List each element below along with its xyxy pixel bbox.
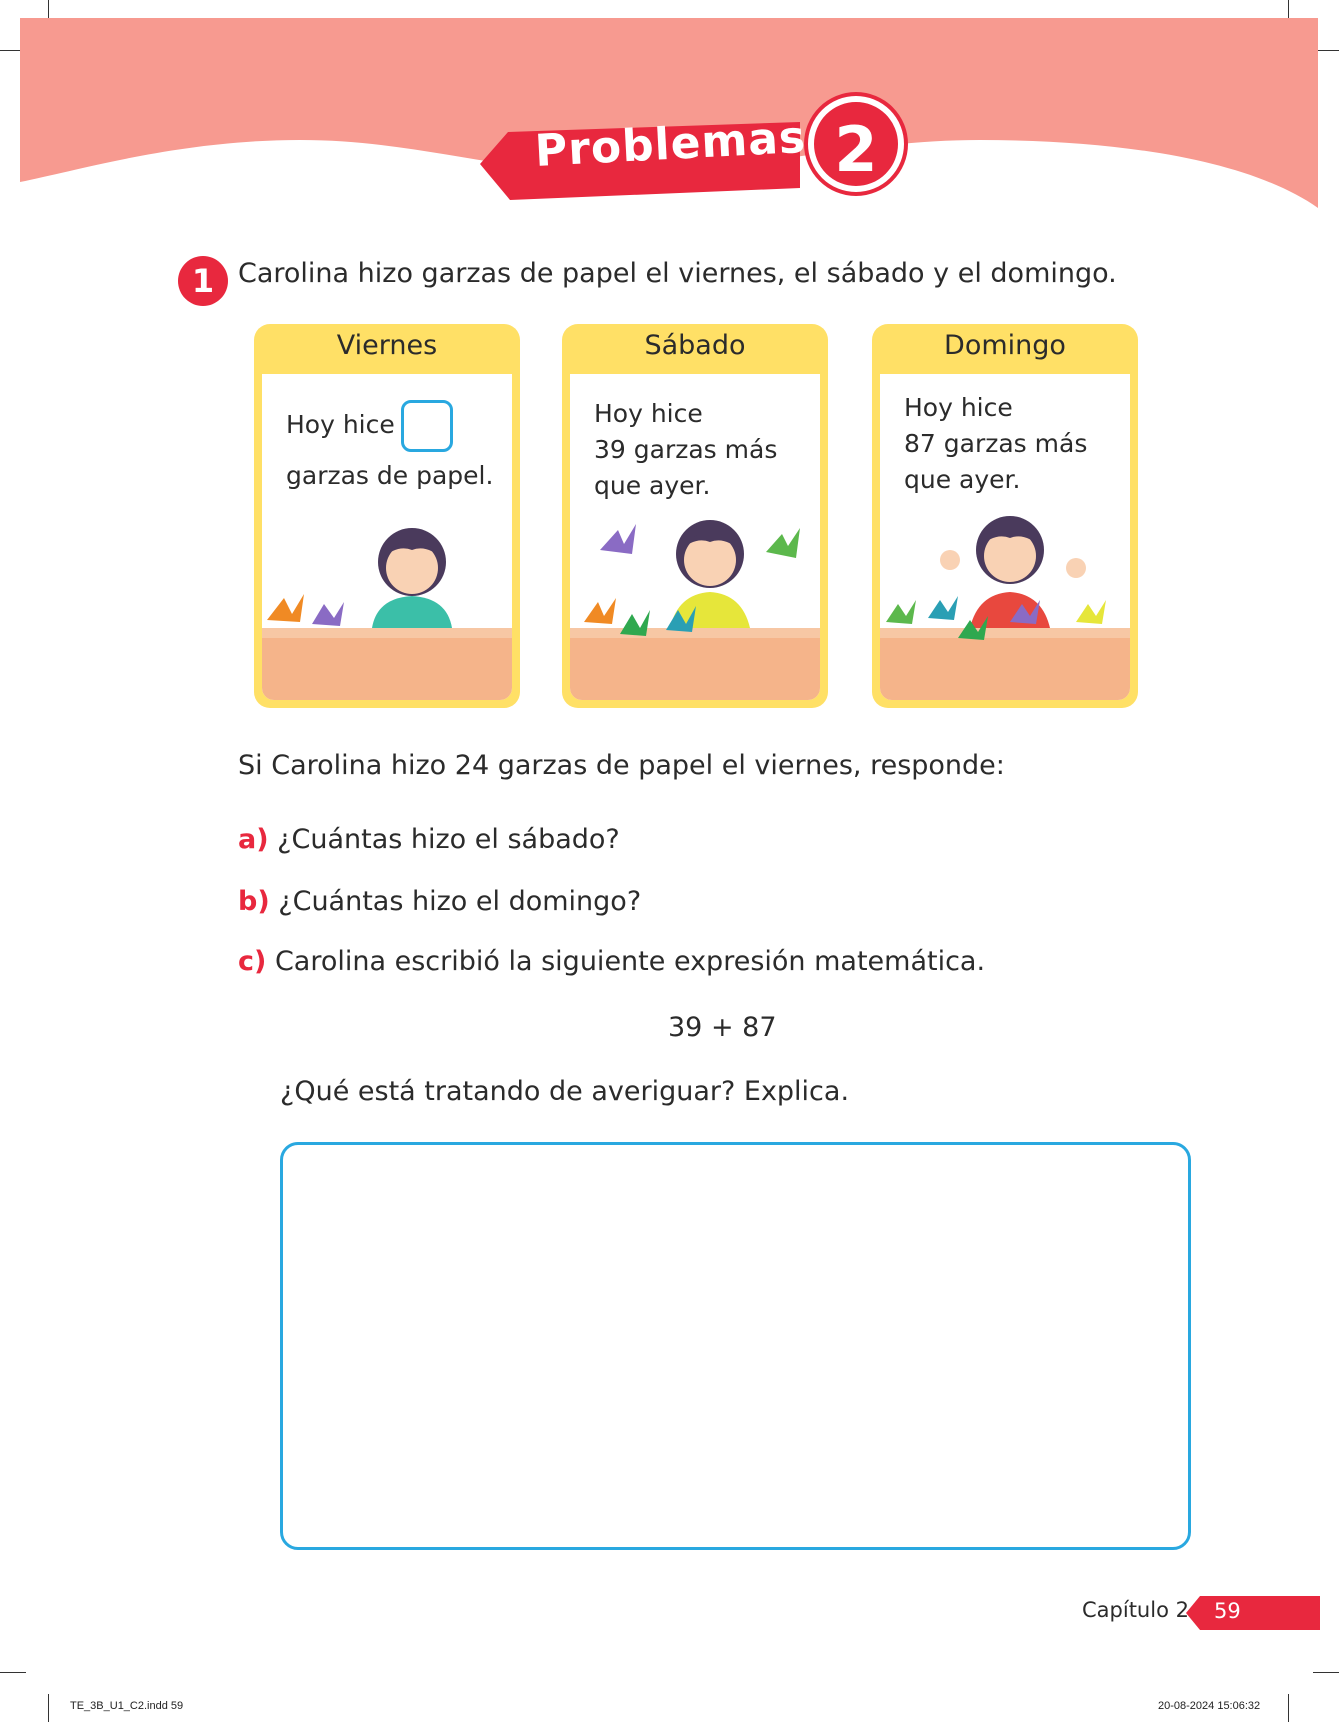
card-line: 87 garzas más bbox=[904, 429, 1088, 458]
card-title: Viernes bbox=[336, 330, 438, 361]
crop-mark bbox=[1313, 1672, 1339, 1673]
girl-illustration bbox=[880, 510, 1130, 700]
card-body bbox=[262, 374, 512, 700]
condition-text: Si Carolina hizo 24 garzas de papel el viernes, responde: bbox=[238, 750, 1005, 781]
card-line: que ayer. bbox=[594, 471, 711, 500]
card-body bbox=[570, 374, 820, 700]
card-line: Hoy hice bbox=[594, 399, 703, 428]
crop-mark bbox=[1288, 1694, 1289, 1722]
item-a bbox=[238, 824, 620, 855]
answer-box[interactable] bbox=[280, 1142, 1191, 1550]
item-c bbox=[238, 946, 985, 977]
followup-question: ¿Qué está tratando de averiguar? Explica. bbox=[280, 1076, 850, 1107]
item-text: Carolina escribió la siguiente expresión matemática. bbox=[274, 946, 986, 977]
card-sabado bbox=[562, 324, 828, 708]
card-line: Hoy hice bbox=[904, 393, 1013, 422]
card-line: Hoy hice bbox=[286, 410, 395, 439]
crop-mark bbox=[0, 1672, 26, 1673]
card-title: Domingo bbox=[944, 330, 1066, 361]
card-line: garzas de papel. bbox=[286, 461, 494, 490]
item-text: ¿Cuántas hizo el domingo? bbox=[278, 886, 642, 917]
math-expression: 39 + 87 bbox=[668, 1012, 777, 1043]
chapter-label: Capítulo 2 bbox=[1082, 1598, 1189, 1622]
slug-file: TE_3B_U1_C2.indd 59 bbox=[70, 1700, 184, 1712]
card-domingo bbox=[872, 324, 1138, 708]
item-label: b) bbox=[238, 886, 270, 917]
girl-illustration bbox=[262, 510, 512, 700]
girl-illustration bbox=[570, 510, 820, 700]
crop-mark bbox=[48, 1694, 49, 1722]
slug-timestamp: 20-08-2024 15:06:32 bbox=[1158, 1700, 1261, 1712]
question-number: 1 bbox=[178, 256, 228, 306]
question-prompt: Carolina hizo garzas de papel el viernes, el sábado y el domingo. bbox=[238, 258, 1117, 289]
answer-blank[interactable] bbox=[401, 400, 453, 452]
page-number-tab bbox=[1186, 1596, 1320, 1630]
item-text: ¿Cuántas hizo el sábado? bbox=[277, 824, 620, 855]
title-number-badge: 2 bbox=[808, 96, 904, 192]
card-line: 39 garzas más bbox=[594, 435, 778, 464]
item-label: a) bbox=[238, 824, 269, 855]
card-line: que ayer. bbox=[904, 465, 1021, 494]
card-text bbox=[286, 400, 453, 452]
page-title: Problemas bbox=[533, 111, 808, 177]
item-b bbox=[238, 886, 641, 917]
card-body bbox=[880, 374, 1130, 700]
page-number: 59 bbox=[1214, 1599, 1241, 1623]
card-title: Sábado bbox=[644, 330, 746, 361]
card-viernes bbox=[254, 324, 520, 708]
item-label: c) bbox=[238, 946, 267, 977]
